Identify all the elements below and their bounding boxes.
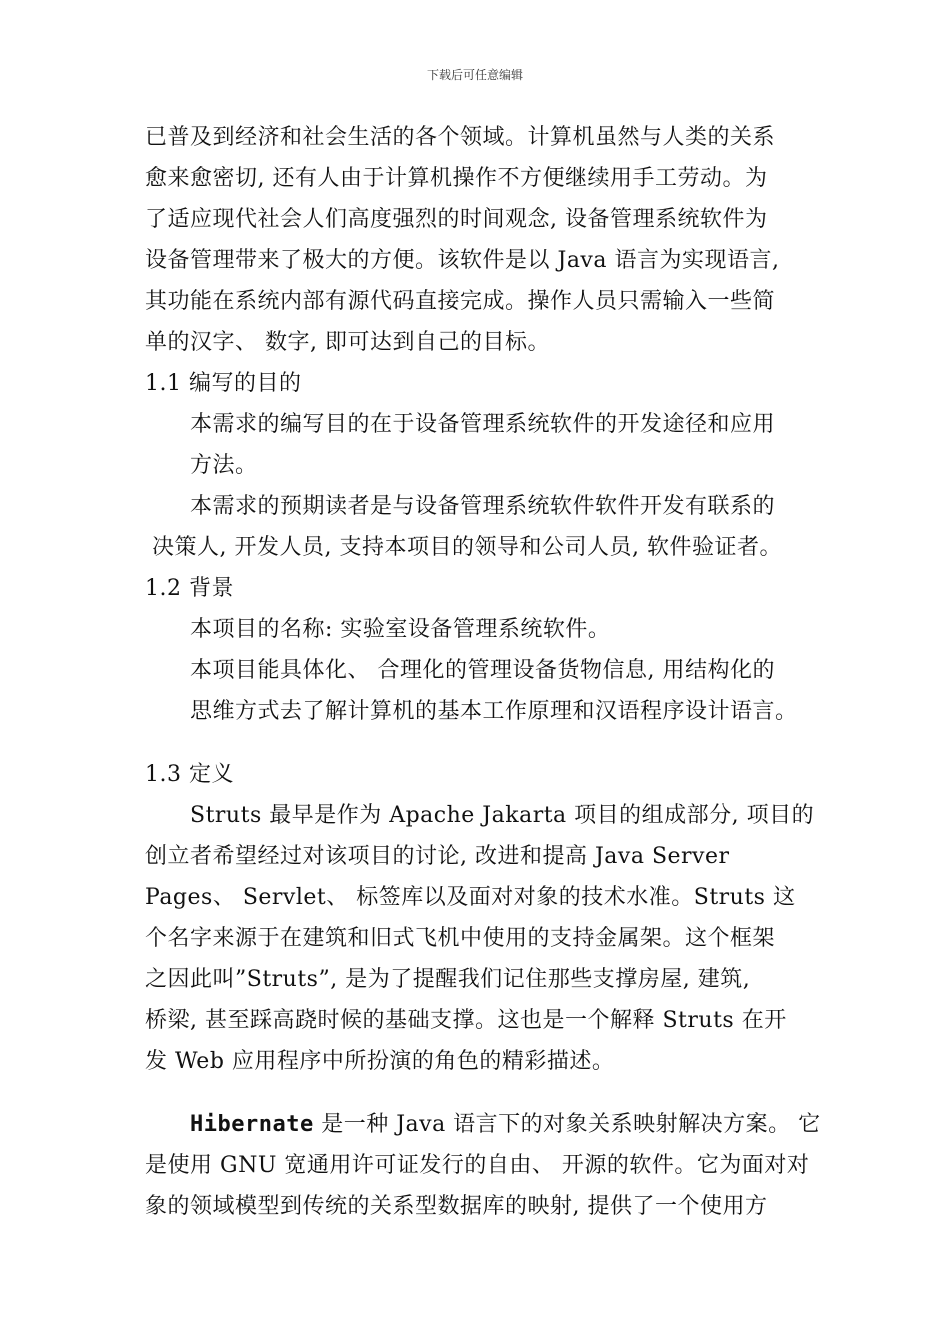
intro-line: 愈来愈密切, 还有人由于计算机操作不方便继续用手工劳动。为	[145, 166, 768, 191]
paragraph-text: 是一种 Java 语言下的对象关系映射解决方案。 它	[313, 1112, 821, 1137]
paragraph-line: 思维方式去了解计算机的基本工作原理和汉语程序设计语言。	[190, 699, 798, 724]
paragraph-line: Pages、 Servlet、 标签库以及面对对象的技术水准。Struts 这	[145, 885, 796, 910]
paragraph-line: 桥梁, 甚至踩高跷时候的基础支撑。这也是一个解释 Struts 在开	[145, 1008, 787, 1033]
section-heading-1-1: 1.1 编写的目的	[145, 371, 302, 396]
section-heading-1-3: 1.3 定义	[145, 762, 234, 787]
paragraph-line: 象的领域模型到传统的关系型数据库的映射, 提供了一个使用方	[145, 1194, 768, 1219]
paragraph-line: 创立者希望经过对该项目的讨论, 改进和提高 Java Server	[145, 844, 730, 869]
intro-line: 了适应现代社会人们高度强烈的时间观念, 设备管理系统软件为	[145, 207, 768, 232]
intro-line: 其功能在系统内部有源代码直接完成。操作人员只需输入一些简	[145, 289, 776, 314]
intro-line: 单的汉字、 数字, 即可达到自己的目标。	[145, 330, 550, 355]
paragraph-line: 是使用 GNU 宽通用许可证发行的自由、 开源的软件。它为面对对	[145, 1153, 810, 1178]
paragraph-line: 之因此叫”Struts”, 是为了提醒我们记住那些支撑房屋, 建筑,	[145, 967, 751, 992]
paragraph-line: 方法。	[190, 453, 258, 478]
section-heading-1-2: 1.2 背景	[145, 576, 234, 601]
paragraph-line: 本项目能具体化、 合理化的管理设备货物信息, 用结构化的	[190, 658, 775, 683]
intro-line: 设备管理带来了极大的方便。该软件是以 Java 语言为实现语言,	[145, 248, 780, 273]
intro-line: 已普及到经济和社会生活的各个领域。计算机虽然与人类的关系	[145, 125, 776, 150]
paragraph-line: 本需求的编写目的在于设备管理系统软件的开发途径和应用	[190, 412, 776, 437]
paragraph-line	[190, 1110, 821, 1140]
paragraph-line: Struts 最早是作为 Apache Jakarta 项目的组成部分, 项目的	[190, 803, 815, 828]
paragraph-line: 个名字来源于在建筑和旧式飞机中使用的支持金属架。这个框架	[145, 926, 776, 951]
paragraph-line: 本需求的预期读者是与设备管理系统软件软件开发有联系的	[190, 494, 776, 519]
hibernate-term: Hibernate	[190, 1112, 314, 1137]
paragraph-line: 本项目的名称: 实验室设备管理系统软件。	[190, 617, 611, 642]
paragraph-line: 决策人, 开发人员, 支持本项目的领导和公司人员, 软件验证者。	[152, 535, 782, 560]
paragraph-line: 发 Web 应用程序中所扮演的角色的精彩描述。	[145, 1049, 615, 1074]
header-note: 下载后可任意编辑	[426, 68, 523, 82]
